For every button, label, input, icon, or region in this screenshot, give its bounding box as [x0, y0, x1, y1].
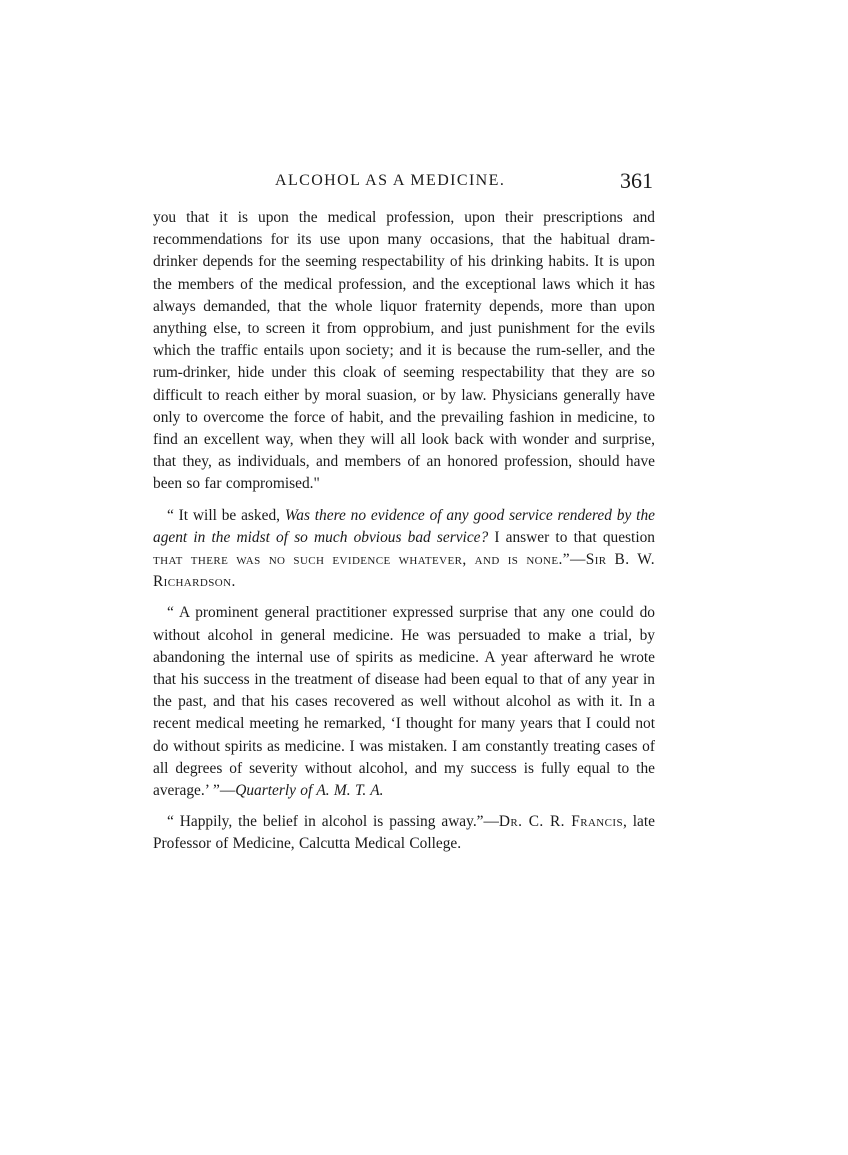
quote-body: “ A prominent general practitioner expressed surprise that any one could do without alcohol in general medicine. He was persuaded to make a trial, by abandoning the internal use of spirits as medicine. A year afterward he wrote that his success in the treatment of disease had been equal to that of any year in the past, and that his cases recovered as well without alcohol as with it. In a recent medical meeting he remarked, ‘I thought for many years that I could not do without spirits as medicine. I was mistaken. I am constantly treating cases of all degrees of severity without alcohol, and my success is fully equal to the average.’ ”— — [153, 604, 655, 800]
quote-body: “ Happily, the belief in alcohol is passing away.”— — [167, 813, 499, 831]
quote-author: Dr. C. R. Francis — [498, 813, 623, 831]
body-text — [153, 207, 655, 856]
page-number: 361 — [620, 168, 653, 193]
running-head — [153, 168, 655, 198]
paragraph-richardson-quote — [153, 505, 655, 594]
quote-attribution: ”—Sir B. W. Richardson. — [153, 551, 655, 591]
running-title: ALCOHOL AS A MEDICINE. — [275, 172, 506, 189]
quote-answer-small-caps: that there was no such evidence whatever, and is none. — [153, 551, 563, 569]
paragraph-francis-quote — [153, 811, 655, 855]
quote-middle: I answer to that question — [488, 528, 655, 546]
quote-question-italic: Was there no evidence of any good service rendered by the agent in the midst of so much obvious bad service? — [153, 506, 655, 546]
quote-lead: “ It will be asked, — [167, 506, 285, 524]
quote-affiliation: , late Professor of Medicine, Calcutta Medical College. — [153, 813, 655, 853]
quote-source-italic: Quarterly of A. M. T. A. — [235, 782, 384, 800]
book-page — [153, 168, 655, 856]
paragraph-continuation: you that it is upon the medical profession, upon their prescriptions and recommendations for its use upon many occasions, that the habitual dram-drinker depends for the seeming respectability of his drinking habits. It is upon the members of the medical profession, and the exceptional laws which it has always demanded, that the whole liquor fraternity depends, more than upon anything else, to screen it from opprobium, and just punishment for the evils which the traffic entails upon society; and it is because the rum-seller, and the rum-drinker, hide under this cloak of seeming respectability that they are so difficult to reach either by moral suasion, or by law. Physicians generally have only to overcome the force of habit, and the prevailing fashion in medicine, to find an excellent way, when they will all look back with wonder and surprise, that they, as individuals, and members of an honored profession, should have been so far compromised." — [153, 209, 655, 493]
paragraph-practitioner-quote — [153, 602, 655, 802]
